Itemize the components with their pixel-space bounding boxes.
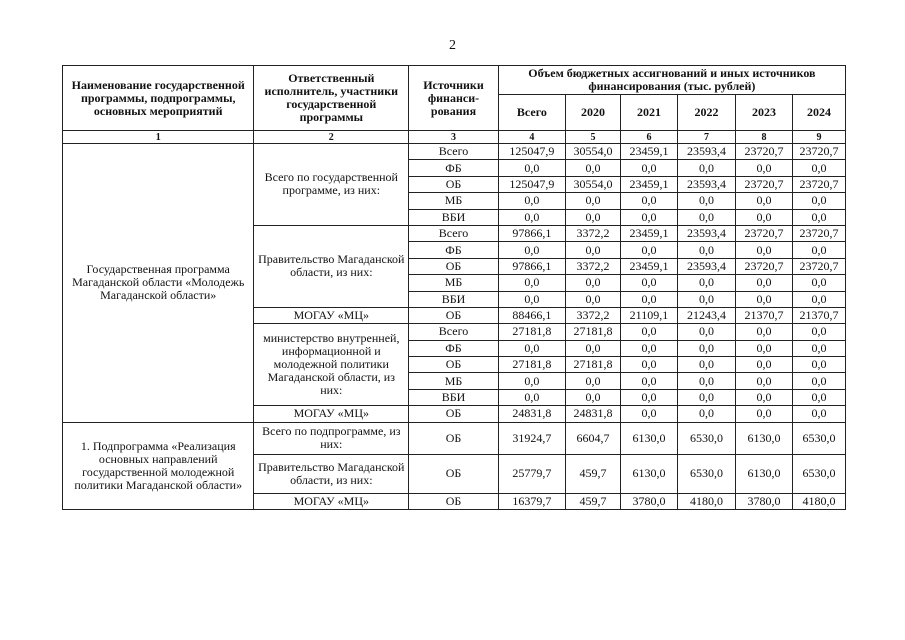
header-name: Наименование государственной программы, подпрограммы, основных мероприятий — [63, 66, 254, 131]
source-cell: ФБ — [409, 160, 499, 176]
value-cell: 6530,0 — [677, 454, 735, 493]
table-row — [63, 422, 846, 454]
value-cell: 6530,0 — [793, 422, 846, 454]
value-cell: 25779,7 — [498, 454, 565, 493]
value-cell: 0,0 — [677, 291, 735, 307]
value-cell: 0,0 — [735, 357, 792, 373]
column-number: 2 — [254, 131, 409, 144]
value-cell: 23459,1 — [620, 258, 677, 274]
value-cell: 0,0 — [793, 357, 846, 373]
value-cell: 0,0 — [498, 193, 565, 209]
value-cell: 0,0 — [498, 275, 565, 291]
value-cell: 0,0 — [565, 373, 620, 389]
value-cell: 0,0 — [793, 242, 846, 258]
value-cell: 0,0 — [620, 291, 677, 307]
value-cell: 0,0 — [793, 340, 846, 356]
source-cell: ОБ — [409, 357, 499, 373]
value-cell: 3780,0 — [620, 493, 677, 509]
column-number: 5 — [565, 131, 620, 144]
value-cell: 97866,1 — [498, 258, 565, 274]
value-cell: 6530,0 — [793, 454, 846, 493]
executor-cell: Правительство Магаданской области, из них: — [254, 225, 409, 307]
value-cell: 0,0 — [793, 209, 846, 225]
value-cell: 0,0 — [620, 160, 677, 176]
value-cell: 459,7 — [565, 493, 620, 509]
value-cell: 0,0 — [677, 193, 735, 209]
value-cell: 0,0 — [677, 242, 735, 258]
value-cell: 97866,1 — [498, 225, 565, 241]
value-cell: 0,0 — [620, 406, 677, 422]
value-cell: 0,0 — [565, 275, 620, 291]
source-cell: ВБИ — [409, 209, 499, 225]
value-cell: 31924,7 — [498, 422, 565, 454]
value-cell: 23720,7 — [735, 144, 792, 160]
value-cell: 3780,0 — [735, 493, 792, 509]
value-cell: 6604,7 — [565, 422, 620, 454]
value-cell: 6530,0 — [677, 422, 735, 454]
page-number: 2 — [449, 38, 456, 53]
value-cell: 24831,8 — [498, 406, 565, 422]
value-cell: 0,0 — [735, 193, 792, 209]
source-cell: ОБ — [409, 307, 499, 323]
value-cell: 6130,0 — [735, 422, 792, 454]
header-source: Источники финанси-рования — [409, 66, 499, 131]
value-cell: 0,0 — [793, 291, 846, 307]
value-cell: 0,0 — [735, 340, 792, 356]
value-cell: 4180,0 — [677, 493, 735, 509]
value-cell: 0,0 — [498, 389, 565, 405]
value-cell: 0,0 — [677, 209, 735, 225]
value-cell: 0,0 — [793, 193, 846, 209]
value-cell: 0,0 — [620, 340, 677, 356]
value-cell: 27181,8 — [498, 357, 565, 373]
header-year: 2024 — [793, 95, 846, 131]
value-cell: 0,0 — [793, 373, 846, 389]
executor-cell: МОГАУ «МЦ» — [254, 307, 409, 323]
value-cell: 0,0 — [793, 324, 846, 340]
value-cell: 0,0 — [677, 357, 735, 373]
value-cell: 0,0 — [793, 406, 846, 422]
value-cell: 0,0 — [620, 275, 677, 291]
value-cell: 0,0 — [565, 389, 620, 405]
value-cell: 0,0 — [498, 373, 565, 389]
value-cell: 0,0 — [735, 209, 792, 225]
value-cell: 0,0 — [677, 340, 735, 356]
value-cell: 21370,7 — [793, 307, 846, 323]
value-cell: 0,0 — [620, 242, 677, 258]
header-executor: Ответственный исполнитель, участники государственной программы — [254, 66, 409, 131]
executor-cell: министерство внутренней, информационной и молодежной политики Магаданской области, из них: — [254, 324, 409, 406]
value-cell: 30554,0 — [565, 144, 620, 160]
value-cell: 23593,4 — [677, 225, 735, 241]
source-cell: ВБИ — [409, 291, 499, 307]
value-cell: 0,0 — [498, 340, 565, 356]
value-cell: 0,0 — [565, 160, 620, 176]
value-cell: 23459,1 — [620, 225, 677, 241]
value-cell: 23720,7 — [793, 144, 846, 160]
value-cell: 6130,0 — [735, 454, 792, 493]
value-cell: 0,0 — [677, 373, 735, 389]
subprogram-name: 1. Подпрограмма «Реализация основных направлений государственной молодежной политики Магаданской области» — [63, 422, 254, 509]
source-cell: ВБИ — [409, 389, 499, 405]
value-cell: 0,0 — [735, 160, 792, 176]
column-number: 3 — [409, 131, 499, 144]
source-cell: Всего — [409, 144, 499, 160]
value-cell: 27181,8 — [498, 324, 565, 340]
value-cell: 125047,9 — [498, 176, 565, 192]
value-cell: 0,0 — [620, 193, 677, 209]
value-cell: 23593,4 — [677, 258, 735, 274]
value-cell: 0,0 — [793, 389, 846, 405]
value-cell: 23593,4 — [677, 176, 735, 192]
executor-cell: Правительство Магаданской области, из них: — [254, 454, 409, 493]
value-cell: 0,0 — [793, 275, 846, 291]
source-cell: Всего — [409, 225, 499, 241]
value-cell: 0,0 — [565, 291, 620, 307]
value-cell: 0,0 — [565, 340, 620, 356]
value-cell: 0,0 — [565, 242, 620, 258]
executor-cell: МОГАУ «МЦ» — [254, 406, 409, 422]
value-cell: 0,0 — [565, 209, 620, 225]
table-row — [63, 144, 846, 160]
value-cell: 23720,7 — [793, 176, 846, 192]
value-cell: 0,0 — [620, 373, 677, 389]
value-cell: 0,0 — [498, 209, 565, 225]
source-cell: ОБ — [409, 176, 499, 192]
value-cell: 27181,8 — [565, 357, 620, 373]
value-cell: 0,0 — [677, 406, 735, 422]
value-cell: 23720,7 — [735, 225, 792, 241]
source-cell: ОБ — [409, 406, 499, 422]
column-number: 8 — [735, 131, 792, 144]
value-cell: 0,0 — [735, 291, 792, 307]
value-cell: 0,0 — [677, 160, 735, 176]
column-number: 7 — [677, 131, 735, 144]
column-number: 9 — [793, 131, 846, 144]
value-cell: 27181,8 — [565, 324, 620, 340]
header-year: 2021 — [620, 95, 677, 131]
executor-cell: МОГАУ «МЦ» — [254, 493, 409, 509]
value-cell: 23459,1 — [620, 144, 677, 160]
source-cell: ОБ — [409, 258, 499, 274]
source-cell: ОБ — [409, 493, 499, 509]
value-cell: 16379,7 — [498, 493, 565, 509]
value-cell: 21243,4 — [677, 307, 735, 323]
value-cell: 0,0 — [677, 324, 735, 340]
value-cell: 3372,2 — [565, 307, 620, 323]
value-cell: 23593,4 — [677, 144, 735, 160]
value-cell: 0,0 — [565, 193, 620, 209]
column-number: 4 — [498, 131, 565, 144]
source-cell: ФБ — [409, 242, 499, 258]
source-cell: Всего — [409, 324, 499, 340]
value-cell: 0,0 — [735, 406, 792, 422]
executor-cell: Всего по государственной программе, из них: — [254, 144, 409, 226]
budget-table — [62, 65, 846, 510]
value-cell: 23720,7 — [793, 225, 846, 241]
value-cell: 23720,7 — [735, 176, 792, 192]
value-cell: 21109,1 — [620, 307, 677, 323]
value-cell: 0,0 — [620, 357, 677, 373]
value-cell: 0,0 — [620, 389, 677, 405]
source-cell: ОБ — [409, 422, 499, 454]
value-cell: 6130,0 — [620, 422, 677, 454]
source-cell: МБ — [409, 193, 499, 209]
value-cell: 23720,7 — [793, 258, 846, 274]
source-cell: МБ — [409, 373, 499, 389]
value-cell: 459,7 — [565, 454, 620, 493]
source-cell: ОБ — [409, 454, 499, 493]
value-cell: 0,0 — [735, 389, 792, 405]
value-cell: 24831,8 — [565, 406, 620, 422]
value-cell: 0,0 — [793, 160, 846, 176]
header-volume: Объем бюджетных ассигнований и иных источников финансирования (тыс. рублей) — [498, 66, 845, 95]
column-number: 6 — [620, 131, 677, 144]
value-cell: 0,0 — [677, 389, 735, 405]
executor-cell: Всего по подпрограмме, из них: — [254, 422, 409, 454]
value-cell: 0,0 — [735, 275, 792, 291]
header-year: 2023 — [735, 95, 792, 131]
value-cell: 0,0 — [620, 324, 677, 340]
source-cell: ФБ — [409, 340, 499, 356]
value-cell: 4180,0 — [793, 493, 846, 509]
value-cell: 3372,2 — [565, 225, 620, 241]
header-year: 2020 — [565, 95, 620, 131]
value-cell: 0,0 — [620, 209, 677, 225]
value-cell: 0,0 — [498, 160, 565, 176]
value-cell: 0,0 — [735, 242, 792, 258]
value-cell: 88466,1 — [498, 307, 565, 323]
source-cell: МБ — [409, 275, 499, 291]
value-cell: 23459,1 — [620, 176, 677, 192]
column-number: 1 — [63, 131, 254, 144]
header-year: Всего — [498, 95, 565, 131]
value-cell: 0,0 — [735, 324, 792, 340]
value-cell: 125047,9 — [498, 144, 565, 160]
value-cell: 6130,0 — [620, 454, 677, 493]
program-name: Государственная программа Магаданской области «Молодежь Магаданской области» — [63, 144, 254, 423]
value-cell: 0,0 — [677, 275, 735, 291]
value-cell: 0,0 — [498, 242, 565, 258]
value-cell: 3372,2 — [565, 258, 620, 274]
value-cell: 0,0 — [498, 291, 565, 307]
header-year: 2022 — [677, 95, 735, 131]
value-cell: 21370,7 — [735, 307, 792, 323]
value-cell: 0,0 — [735, 373, 792, 389]
value-cell: 23720,7 — [735, 258, 792, 274]
value-cell: 30554,0 — [565, 176, 620, 192]
